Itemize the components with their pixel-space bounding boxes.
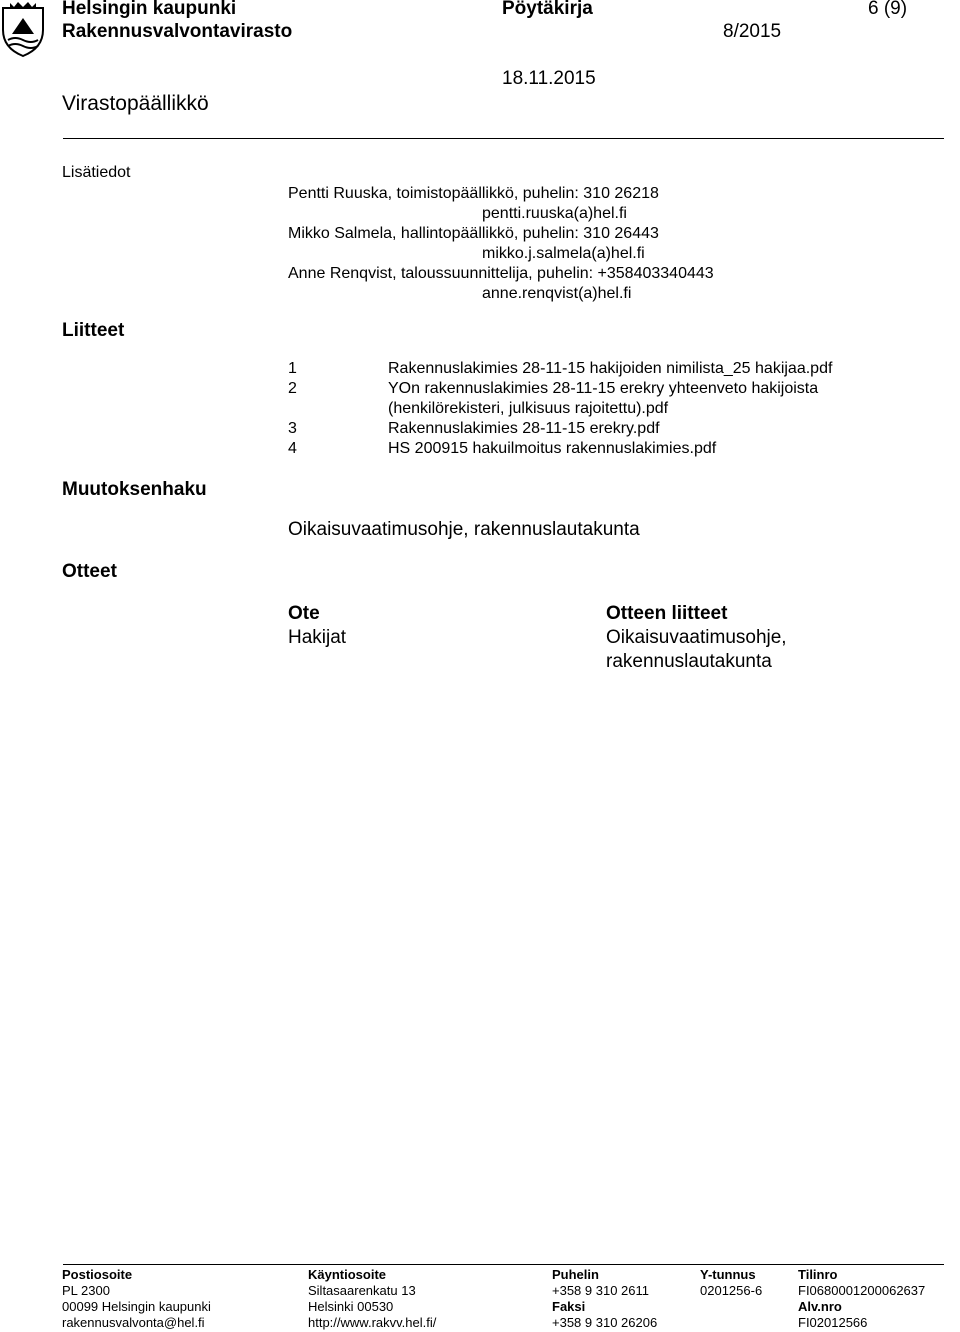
- document-type: Pöytäkirja: [502, 0, 593, 19]
- otteen-liite: Oikaisuvaatimusohje,: [606, 627, 787, 648]
- lisatiedot-label: Lisätiedot: [62, 164, 131, 181]
- attachment-item: 3 Rakennuslakimies 28-11-15 erekry.pdf: [288, 420, 660, 437]
- document-number: 8/2015: [723, 21, 782, 42]
- page-number: 6 (9): [868, 0, 908, 19]
- contact-email: anne.renqvist(a)hel.fi: [482, 285, 632, 302]
- ote-header: Ote: [288, 603, 320, 624]
- attachment-item: 4 HS 200915 hakuilmoitus rakennuslakimies.pdf: [288, 440, 717, 457]
- otteet-recipient-column: [288, 602, 346, 650]
- contact-line: Pentti Ruuska, toimistopäällikkö, puhelin: 310 26218: [288, 185, 659, 202]
- contact-line: Anne Renqvist, taloussuunnittelija, puhelin: +358403340443: [288, 265, 714, 282]
- footer-visiting-address: Käyntiosoite Siltasaarenkatu 13 Helsinki 00530 http://www.rakvv.hel.fi/: [308, 1267, 437, 1330]
- footer-account: Tilinro FI0680001200062637 Alv.nro FI02012566: [798, 1267, 926, 1330]
- attachment-list: [288, 359, 832, 459]
- attachment-item-continuation: (henkilörekisteri, julkisuus rajoitettu).pdf: [388, 400, 669, 417]
- contact-list: [288, 184, 714, 304]
- city-name: Helsingin kaupunki: [62, 0, 237, 19]
- contact-email: mikko.j.salmela(a)hel.fi: [482, 245, 645, 262]
- otteet-attachments-column: [606, 602, 787, 674]
- office-name: Rakennusvalvontavirasto: [62, 21, 293, 42]
- attachment-item: 1 Rakennuslakimies 28-11-15 hakijoiden nimilista_25 hakijaa.pdf: [288, 360, 833, 377]
- contact-line: Mikko Salmela, hallintopäällikkö, puhelin: 310 26443: [288, 225, 659, 242]
- muutoksenhaku-text: Oikaisuvaatimusohje, rakennuslautakunta: [288, 519, 640, 540]
- footer-rule: [63, 1264, 944, 1265]
- ote-recipient: Hakijat: [288, 627, 347, 648]
- contact-email: pentti.ruuska(a)hel.fi: [482, 205, 627, 222]
- otteen-liitteet-header: Otteen liitteet: [606, 603, 728, 624]
- meeting-date: 18.11.2015: [502, 68, 596, 89]
- liitteet-label: Liitteet: [62, 320, 125, 341]
- footer-phone: Puhelin +358 9 310 2611 Faksi +358 9 310 26206: [552, 1267, 658, 1330]
- helsinki-crest-logo: [0, 0, 46, 58]
- footer-business-id: Y-tunnus 0201256-6: [700, 1267, 763, 1298]
- attachment-item: 2 YOn rakennuslakimies 28-11-15 erekry yhteenveto hakijoista: [288, 380, 819, 397]
- otteet-label: Otteet: [62, 561, 117, 582]
- header-rule: [63, 138, 944, 139]
- otteen-liite-continuation: rakennuslautakunta: [606, 651, 772, 672]
- muutoksenhaku-label: Muutoksenhaku: [62, 479, 207, 500]
- footer-postal-address: Postiosoite PL 2300 00099 Helsingin kaupunki rakennusvalvonta@hel.fi: [62, 1267, 211, 1330]
- decision-body: Virastopäällikkö: [62, 92, 209, 115]
